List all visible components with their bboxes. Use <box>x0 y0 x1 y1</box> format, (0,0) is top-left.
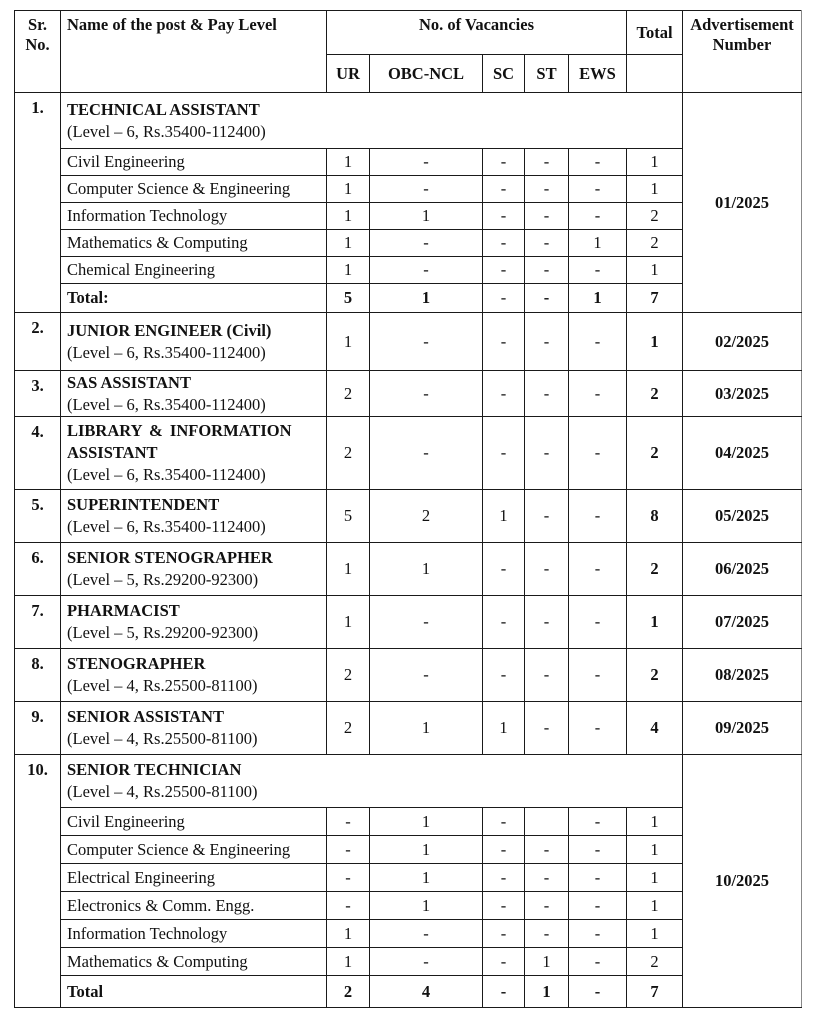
st-total: - <box>525 284 569 313</box>
header-advertisement-number: Advertisement Number <box>683 11 802 93</box>
post-title: TECHNICAL ASSISTANT <box>67 99 260 119</box>
obc-count: - <box>370 313 483 371</box>
total-count: 1 <box>627 313 683 371</box>
post-title-cell <box>61 702 327 755</box>
post-pay-level: (Level – 4, Rs.25500-81100) <box>67 729 258 748</box>
st-count: - <box>525 371 569 417</box>
sr-no: 3. <box>15 371 61 417</box>
ur-count: - <box>327 836 370 864</box>
obc-count: - <box>370 176 483 203</box>
post-pay-level: (Level – 5, Rs.29200-92300) <box>67 570 259 589</box>
post-title-cell <box>61 371 327 417</box>
st-count: - <box>525 649 569 702</box>
total-count: 1 <box>627 176 683 203</box>
total-count: 2 <box>627 230 683 257</box>
st-count: - <box>525 417 569 490</box>
sr-no: 5. <box>15 490 61 543</box>
total-count: 4 <box>627 702 683 755</box>
sc-count: - <box>483 649 525 702</box>
st-count: 1 <box>525 948 569 976</box>
obc-count: 1 <box>370 836 483 864</box>
discipline: Computer Science & Engineering <box>61 836 327 864</box>
post-row <box>15 371 802 417</box>
sc-count: - <box>483 176 525 203</box>
st-count: - <box>525 176 569 203</box>
ews-count: - <box>569 596 627 649</box>
header-no-of-vacancies: No. of Vacancies <box>327 11 627 55</box>
post-title-cell <box>61 649 327 702</box>
ur-count: 2 <box>327 417 370 490</box>
sc-count: - <box>483 257 525 284</box>
obc-count: 1 <box>370 864 483 892</box>
post-pay-level: (Level – 5, Rs.29200-92300) <box>67 623 259 642</box>
discipline: Mathematics & Computing <box>61 230 327 257</box>
ur-count: 1 <box>327 313 370 371</box>
obc-total: 1 <box>370 284 483 313</box>
post-pay-level: (Level – 4, Rs.25500-81100) <box>67 782 258 801</box>
st-count: - <box>525 313 569 371</box>
vacancy-table <box>14 10 802 1008</box>
post-title-cell <box>61 596 327 649</box>
header-sc: SC <box>483 55 525 93</box>
post-row <box>15 93 802 149</box>
obc-count: 1 <box>370 543 483 596</box>
ur-count: 2 <box>327 371 370 417</box>
ews-count: - <box>569 176 627 203</box>
grand-total: 7 <box>627 976 683 1008</box>
post-pay-level: (Level – 6, Rs.35400-112400) <box>67 517 266 536</box>
ews-count: - <box>569 948 627 976</box>
obc-count: - <box>370 257 483 284</box>
advertisement-number: 06/2025 <box>683 543 802 596</box>
st-count: - <box>525 864 569 892</box>
obc-count: 1 <box>370 808 483 836</box>
post-title: SENIOR ASSISTANT <box>67 707 224 726</box>
ur-count: 1 <box>327 948 370 976</box>
sr-no: 2. <box>15 313 61 371</box>
post-pay-level: (Level – 6, Rs.35400-112400) <box>67 394 266 414</box>
ews-count: - <box>569 836 627 864</box>
total-label: Total <box>61 976 327 1008</box>
discipline: Computer Science & Engineering <box>61 176 327 203</box>
sc-total: - <box>483 976 525 1008</box>
post-pay-level: (Level – 6, Rs.35400-112400) <box>67 342 266 362</box>
post-row <box>15 490 802 543</box>
discipline: Information Technology <box>61 203 327 230</box>
st-count: - <box>525 490 569 543</box>
post-row <box>15 702 802 755</box>
ews-count: - <box>569 490 627 543</box>
sc-total: - <box>483 284 525 313</box>
advertisement-number: 02/2025 <box>683 313 802 371</box>
post-row <box>15 313 802 371</box>
sr-no: 8. <box>15 649 61 702</box>
sr-no: 10. <box>15 755 61 1008</box>
ur-count: 1 <box>327 543 370 596</box>
sc-count: - <box>483 948 525 976</box>
ews-count: - <box>569 417 627 490</box>
sc-count: - <box>483 203 525 230</box>
total-count: 1 <box>627 257 683 284</box>
discipline: Chemical Engineering <box>61 257 327 284</box>
sr-no: 9. <box>15 702 61 755</box>
total-count: 1 <box>627 892 683 920</box>
ur-count: - <box>327 892 370 920</box>
sc-count: - <box>483 313 525 371</box>
header-post-name: Name of the post & Pay Level <box>61 11 327 93</box>
post-title: LIBRARY & INFORMATION ASSISTANT <box>67 421 292 462</box>
st-count: - <box>525 149 569 176</box>
total-count: 2 <box>627 371 683 417</box>
total-count: 2 <box>627 543 683 596</box>
total-count: 8 <box>627 490 683 543</box>
sc-count: - <box>483 543 525 596</box>
ews-count: - <box>569 543 627 596</box>
ur-count: 1 <box>327 203 370 230</box>
st-count: - <box>525 702 569 755</box>
post-title: SENIOR TECHNICIAN <box>67 760 242 779</box>
st-count: - <box>525 892 569 920</box>
obc-count: - <box>370 417 483 490</box>
st-count: - <box>525 257 569 284</box>
total-count: 1 <box>627 149 683 176</box>
st-count: - <box>525 203 569 230</box>
ews-count: - <box>569 892 627 920</box>
total-count: 1 <box>627 920 683 948</box>
post-row <box>15 755 802 808</box>
obc-count: 1 <box>370 702 483 755</box>
sc-count: - <box>483 230 525 257</box>
header-sr-no: Sr. No. <box>15 11 61 93</box>
ur-count: 2 <box>327 649 370 702</box>
post-title: STENOGRAPHER <box>67 654 206 673</box>
header-ews: EWS <box>569 55 627 93</box>
advertisement-number: 10/2025 <box>683 755 802 1008</box>
discipline: Civil Engineering <box>61 149 327 176</box>
obc-count: - <box>370 149 483 176</box>
total-count: 2 <box>627 417 683 490</box>
discipline: Electronics & Comm. Engg. <box>61 892 327 920</box>
ur-count: 1 <box>327 230 370 257</box>
sr-no: 1. <box>15 93 61 313</box>
grand-total: 7 <box>627 284 683 313</box>
ur-count: 1 <box>327 920 370 948</box>
sr-no: 4. <box>15 417 61 490</box>
header-obc-ncl: OBC-NCL <box>370 55 483 93</box>
st-total: 1 <box>525 976 569 1008</box>
header-total-blank <box>627 55 683 93</box>
st-count: - <box>525 836 569 864</box>
sc-count: - <box>483 417 525 490</box>
obc-count: 2 <box>370 490 483 543</box>
total-count: 2 <box>627 203 683 230</box>
sc-count: - <box>483 808 525 836</box>
post-title: SUPERINTENDENT <box>67 495 220 514</box>
sc-count: - <box>483 864 525 892</box>
obc-count: 1 <box>370 203 483 230</box>
ur-count: 1 <box>327 149 370 176</box>
st-count: - <box>525 596 569 649</box>
post-title-cell <box>61 543 327 596</box>
st-count: - <box>525 920 569 948</box>
advertisement-number: 07/2025 <box>683 596 802 649</box>
total-count: 2 <box>627 649 683 702</box>
sc-count: - <box>483 371 525 417</box>
sc-count: - <box>483 836 525 864</box>
post-title: SENIOR STENOGRAPHER <box>67 548 273 567</box>
discipline: Mathematics & Computing <box>61 948 327 976</box>
ur-count: 1 <box>327 257 370 284</box>
advertisement-number: 03/2025 <box>683 371 802 417</box>
ur-count: 1 <box>327 176 370 203</box>
header-total: Total <box>627 11 683 55</box>
ur-count: 5 <box>327 490 370 543</box>
ews-count: - <box>569 203 627 230</box>
post-row <box>15 417 802 490</box>
post-title: SAS ASSISTANT <box>67 372 191 392</box>
obc-count: - <box>370 596 483 649</box>
sc-count: - <box>483 596 525 649</box>
sc-count: - <box>483 149 525 176</box>
post-pay-level: (Level – 6, Rs.35400-112400) <box>67 121 266 141</box>
ews-count: 1 <box>569 230 627 257</box>
ews-count: - <box>569 920 627 948</box>
ur-count: - <box>327 808 370 836</box>
sc-count: 1 <box>483 490 525 543</box>
post-row <box>15 596 802 649</box>
ews-count: - <box>569 702 627 755</box>
total-label: Total: <box>61 284 327 313</box>
post-pay-level: (Level – 4, Rs.25500-81100) <box>67 676 258 695</box>
sr-no: 6. <box>15 543 61 596</box>
post-title-cell <box>61 313 327 371</box>
post-title-cell <box>61 755 683 808</box>
ews-count: - <box>569 149 627 176</box>
advertisement-number: 01/2025 <box>683 93 802 313</box>
ur-count: 1 <box>327 596 370 649</box>
ews-count: - <box>569 257 627 284</box>
discipline: Electrical Engineering <box>61 864 327 892</box>
obc-count: - <box>370 371 483 417</box>
sr-no: 7. <box>15 596 61 649</box>
post-pay-level: (Level – 6, Rs.35400-112400) <box>67 465 266 484</box>
ews-count: - <box>569 313 627 371</box>
ews-count: - <box>569 649 627 702</box>
obc-count: - <box>370 948 483 976</box>
st-count: - <box>525 230 569 257</box>
post-title: PHARMACIST <box>67 601 180 620</box>
advertisement-number: 08/2025 <box>683 649 802 702</box>
ur-total: 5 <box>327 284 370 313</box>
ews-total: 1 <box>569 284 627 313</box>
advertisement-number: 09/2025 <box>683 702 802 755</box>
ur-total: 2 <box>327 976 370 1008</box>
ews-total: - <box>569 976 627 1008</box>
ews-count: - <box>569 808 627 836</box>
obc-total: 4 <box>370 976 483 1008</box>
total-count: 1 <box>627 808 683 836</box>
post-title-cell <box>61 490 327 543</box>
discipline: Information Technology <box>61 920 327 948</box>
total-count: 2 <box>627 948 683 976</box>
obc-count: - <box>370 920 483 948</box>
ur-count: - <box>327 864 370 892</box>
ews-count: - <box>569 864 627 892</box>
obc-count: - <box>370 230 483 257</box>
post-title: JUNIOR ENGINEER (Civil) <box>67 320 272 340</box>
sc-count: 1 <box>483 702 525 755</box>
ews-count: - <box>569 371 627 417</box>
header-ur: UR <box>327 55 370 93</box>
post-title-cell <box>61 93 683 149</box>
st-count <box>525 808 569 836</box>
advertisement-number: 05/2025 <box>683 490 802 543</box>
total-count: 1 <box>627 596 683 649</box>
ur-count: 2 <box>327 702 370 755</box>
post-title-cell <box>61 417 327 490</box>
post-row <box>15 649 802 702</box>
advertisement-number: 04/2025 <box>683 417 802 490</box>
obc-count: 1 <box>370 892 483 920</box>
header-st: ST <box>525 55 569 93</box>
discipline: Civil Engineering <box>61 808 327 836</box>
sc-count: - <box>483 920 525 948</box>
sc-count: - <box>483 892 525 920</box>
post-row <box>15 543 802 596</box>
total-count: 1 <box>627 864 683 892</box>
st-count: - <box>525 543 569 596</box>
total-count: 1 <box>627 836 683 864</box>
obc-count: - <box>370 649 483 702</box>
